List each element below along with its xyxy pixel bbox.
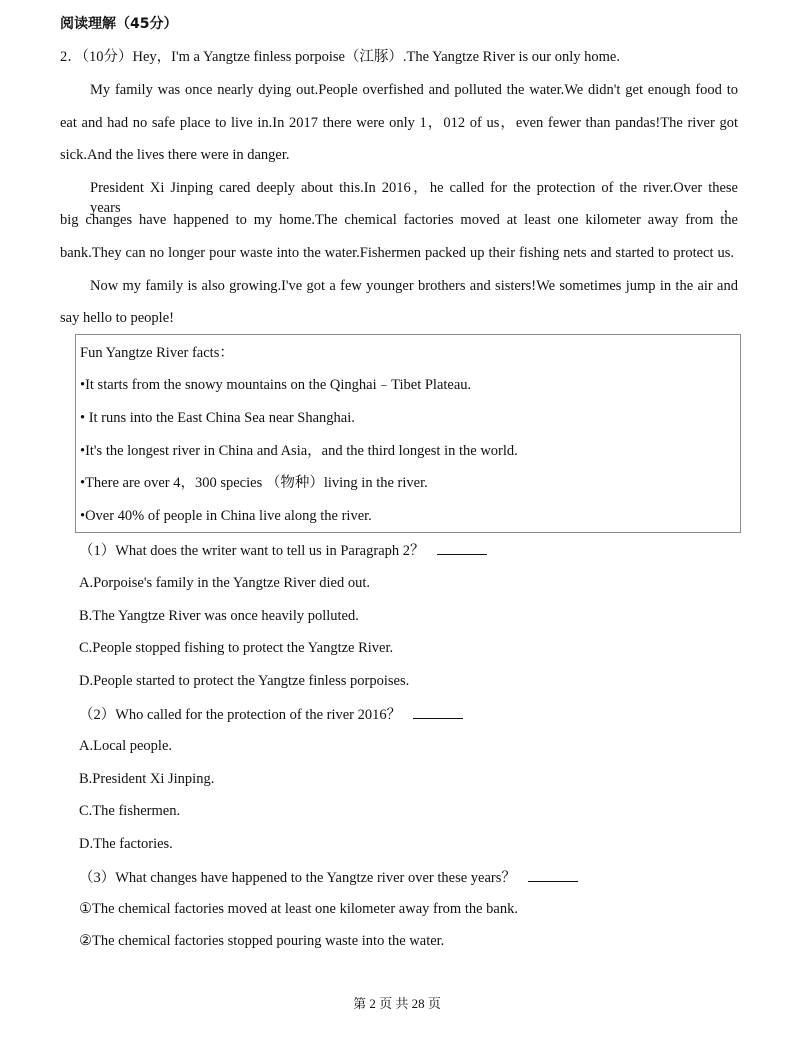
fact-item: •There are over 4，300 species （物种）living in the river.	[80, 475, 428, 491]
fact-item: • It runs into the East China Sea near Shanghai.	[80, 410, 355, 426]
paragraph-1-line-2: eat and had no safe place to live in.In 2017 there were only 1，012 of us，even fewer than pandas!The river got	[60, 115, 738, 131]
paragraph-2-line-3: bank.They can no longer pour waste into the water.Fishermen packed up their fishing nets and started to protect us.	[60, 245, 734, 261]
option-b: B.President Xi Jinping.	[79, 771, 215, 787]
option-d: D.The factories.	[79, 836, 173, 852]
facts-title: Fun Yangtze River facts：	[80, 345, 234, 361]
option-c: C.The fishermen.	[79, 803, 181, 819]
sub-question-2-prompt: （2）Who called for the protection of the river 2016？	[79, 707, 402, 723]
paragraph-2-line-1: President Xi Jinping cared deeply about this.In 2016，he called for the protection of the river.Over these years，	[90, 180, 738, 216]
fact-item: •It starts from the snowy mountains on the Qinghai﹣Tibet Plateau.	[80, 377, 472, 393]
paragraph-2-line-2: big changes have happened to my home.The chemical factories moved at least one kilometer away from the	[60, 212, 738, 228]
option-a: A.Local people.	[79, 738, 173, 754]
statement-2: ②The chemical factories stopped pouring waste into the water.	[79, 933, 445, 949]
section-title: 阅读理解（45分）	[60, 16, 178, 32]
paragraph-3-line-1: Now my family is also growing.I've got a few younger brothers and sisters!We sometimes jump in the air and	[90, 278, 738, 294]
sub-question-3-prompt: （3）What changes have happened to the Yangtze river over these years？	[79, 870, 516, 886]
paragraph-1-line-3: sick.And the lives there were in danger.	[60, 147, 290, 163]
answer-blank-2[interactable]	[413, 704, 463, 719]
page-number-footer: 第 2 页 共 28 页	[353, 996, 441, 1011]
option-b: B.The Yangtze River was once heavily polluted.	[79, 608, 359, 624]
question-header: 2．（10分）Hey，I'm a Yangtze finless porpoise（江豚）.The Yangtze River is our only home.	[60, 49, 620, 65]
paragraph-3-line-2: say hello to people!	[60, 310, 174, 326]
option-a: A.Porpoise's family in the Yangtze River died out.	[79, 575, 370, 591]
paragraph-1-line-1: My family was once nearly dying out.People overfished and polluted the water.We didn't get enough food to	[90, 82, 738, 98]
option-c: C.People stopped fishing to protect the Yangtze River.	[79, 640, 394, 656]
answer-blank-3[interactable]	[528, 867, 578, 882]
sub-question-1	[79, 540, 487, 561]
facts-box	[75, 334, 741, 533]
answer-blank-1[interactable]	[437, 540, 487, 555]
sub-question-3	[79, 867, 578, 888]
fact-item: •It's the longest river in China and Asia，and the third longest in the world.	[80, 443, 518, 459]
sub-question-1-prompt: （1）What does the writer want to tell us in Paragraph 2？	[79, 543, 425, 559]
sub-question-2	[79, 704, 463, 725]
fact-item: •Over 40% of people in China live along the river.	[80, 508, 372, 524]
option-d: D.People started to protect the Yangtze finless porpoises.	[79, 673, 410, 689]
statement-1: ①The chemical factories moved at least one kilometer away from the bank.	[79, 901, 518, 917]
